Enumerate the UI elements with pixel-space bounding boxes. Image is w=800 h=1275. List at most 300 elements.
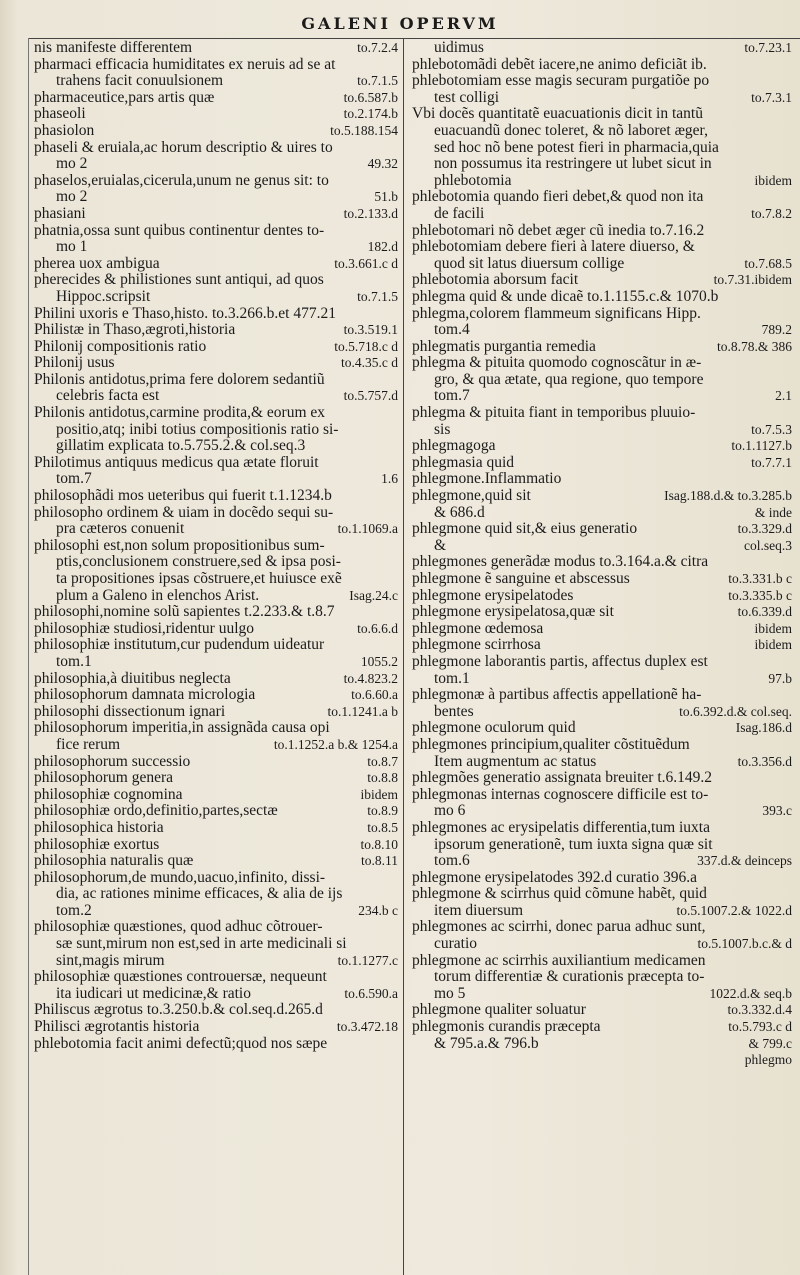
index-line: [34, 223, 398, 240]
index-line: [412, 853, 792, 870]
index-reference: Isag.188.d.& to.3.285.b: [664, 488, 792, 504]
index-line: [412, 239, 792, 256]
index-line: [412, 571, 792, 588]
index-line: [412, 870, 792, 887]
index-entry-text: philosophiæ institutum,cur pudendum uideatur: [34, 637, 325, 654]
index-reference: 1055.2: [360, 653, 398, 669]
index-reference: to.1.1252.a b.& 1254.a: [273, 736, 398, 752]
index-entry-text: philosophorum genera: [34, 770, 174, 787]
index-line: [34, 488, 398, 505]
index-reference: to.4.35.c d: [341, 355, 398, 371]
index-line: [34, 140, 398, 157]
index-entry-text: phaselos,eruialas,cicerula,unum ne genus sit: to: [34, 172, 329, 189]
index-line: [34, 306, 398, 323]
index-line: [412, 1036, 792, 1053]
index-reference: col.seq.3: [744, 537, 792, 553]
index-entry-text: phlegmones generãdæ modus to.3.164.a.& citra: [412, 554, 709, 571]
index-reference: to.7.8.2: [751, 205, 792, 221]
index-reference: to.7.7.1: [751, 454, 792, 470]
index-line: [34, 505, 398, 522]
index-line: [34, 372, 398, 389]
index-entry-text: bentes: [434, 703, 474, 720]
index-entry-text: phaseli & eruiala,ac horum descriptio & uires to: [34, 139, 333, 156]
index-entry-text: pra cæteros conuenit: [56, 521, 185, 538]
index-entry-text: philosophorum successio: [34, 753, 191, 770]
index-line: [412, 886, 792, 903]
index-entry-text: phlebotomia: [434, 172, 512, 189]
index-entry-text: phlegmones ac scirrhi, donec parua adhuc sunt,: [412, 919, 706, 936]
index-entry-text: phlegma & pituita fiant in temporibus pluuio-: [412, 405, 696, 422]
index-line: [34, 438, 398, 455]
index-entry-text: Philiscus ægrotus to.3.250.b.& col.seq.d.265.d: [34, 1002, 323, 1019]
index-column-right: [412, 40, 792, 1069]
index-line: [34, 538, 398, 555]
index-entry-text: tom.7: [56, 471, 92, 488]
index-line: [34, 820, 398, 837]
index-reference: ibidem: [754, 637, 792, 653]
index-entry-text: tom.1: [434, 670, 470, 687]
index-line: [412, 272, 792, 289]
index-entry-text: phlegmone oculorum quid: [412, 720, 576, 737]
index-entry-text: item diuersum: [434, 902, 524, 919]
index-line: [34, 388, 398, 405]
index-entry-text: fice rerum: [56, 736, 121, 753]
index-entry-text: test colligi: [434, 89, 500, 106]
index-entry-text: sis: [434, 421, 451, 438]
index-entry-text: Philonis antidotus,prima fere dolorem sedantiũ: [34, 371, 325, 388]
index-entry-text: de facili: [434, 205, 485, 222]
index-entry-text: phlegmonis curandis præcepta: [412, 1019, 601, 1036]
index-reference: 49.32: [367, 156, 398, 172]
index-entry-text: pherecides & philistiones sunt antiqui, ad quos: [34, 272, 324, 289]
index-entry-text: phatnia,ossa sunt quibus continentur dentes to-: [34, 222, 325, 239]
index-reference: to.1.1127.b: [731, 438, 792, 454]
index-line: [412, 687, 792, 704]
index-line: [34, 156, 398, 173]
index-line: [412, 156, 792, 173]
index-line: [412, 521, 792, 538]
index-entry-text: celebris facta est: [56, 388, 160, 405]
index-entry-text: Philotimus antiquus medicus qua ætate floruit: [34, 454, 319, 471]
index-entry-text: philosophãdi mos ueteribus qui fuerit t.1.1234.b: [34, 488, 332, 505]
index-entry-text: mo 6: [434, 803, 466, 820]
index-line: [412, 621, 792, 638]
index-entry-text: phlegmone erysipelatosa,quæ sit: [412, 604, 614, 621]
index-line: [34, 919, 398, 936]
index-line: [412, 1002, 792, 1019]
index-line: [412, 388, 792, 405]
index-line: [34, 272, 398, 289]
index-reference: 1.6: [381, 471, 398, 487]
index-line: [412, 754, 792, 771]
index-reference: to.3.472.18: [336, 1019, 398, 1035]
index-entry-text: philosophiæ studiosi,ridentur uulgo: [34, 620, 255, 637]
index-line: [34, 671, 398, 688]
index-line: [34, 40, 398, 57]
index-line: [412, 1052, 792, 1069]
index-entry-text: non possumus ita restringere ut lubet sicut in: [434, 156, 712, 173]
index-line: [412, 206, 792, 223]
index-entry-text: Vbi docẽs quantitatẽ euacuationis dicit in tantũ: [412, 106, 703, 123]
index-reference: 51.b: [374, 189, 398, 205]
index-entry-text: philosophi est,non solum propositionibus sum-: [34, 537, 325, 554]
index-line: [34, 604, 398, 621]
index-entry-text: mo 2: [56, 189, 88, 206]
index-line: [412, 654, 792, 671]
index-entry-text: phlegmones principium,qualiter cõstituẽdum: [412, 736, 690, 753]
index-reference: ibidem: [754, 620, 792, 636]
index-line: [34, 189, 398, 206]
index-line: [412, 936, 792, 953]
index-entry-text: phlegmone erysipelatodes 392.d curatio 396.a: [412, 869, 697, 886]
index-line: [34, 870, 398, 887]
index-line: [34, 471, 398, 488]
index-reference: to.7.68.5: [744, 255, 792, 271]
index-line: [34, 886, 398, 903]
index-entry-text: phlebotomia aborsum facit: [412, 272, 579, 289]
index-reference: to.6.587.b: [343, 89, 398, 105]
index-reference: to.6.6.d: [357, 620, 398, 636]
index-reference: to.3.356.d: [737, 753, 792, 769]
header-rule: [28, 38, 800, 39]
index-entry-text: & 795.a.& 796.b: [434, 1035, 539, 1052]
index-entry-text: tom.1: [56, 653, 92, 670]
index-entry-text: phlegmone ẽ sanguine et abscessus: [412, 571, 630, 587]
index-line: [34, 123, 398, 140]
index-line: [412, 969, 792, 986]
index-reference: 182.d: [367, 239, 398, 255]
index-reference: to.3.519.1: [343, 322, 398, 338]
index-reference: 97.b: [768, 670, 792, 686]
index-line: [34, 588, 398, 605]
index-entry-text: phlebotomãdi debẽt iacere,ne animo deficiãt ib.: [412, 56, 707, 73]
index-reference: to.3.335.b c: [728, 587, 792, 603]
index-line: [412, 720, 792, 737]
index-entry-text: Philonij usus: [34, 355, 115, 372]
index-line: [412, 355, 792, 372]
index-entry-text: Philini uxoris e Thaso,histo. to.3.266.b.et 477.21: [34, 305, 336, 322]
index-entry-text: curatio: [434, 936, 478, 953]
index-entry-text: sæ sunt,mirum non est,sed in arte medicinali si: [56, 936, 347, 953]
index-line: [34, 936, 398, 953]
index-entry-text: phaseoli: [34, 106, 86, 123]
index-reference: ibidem: [360, 786, 398, 802]
index-line: [34, 73, 398, 90]
index-entry-text: trahens facit conuulsionem: [56, 73, 224, 90]
index-reference: to.7.31.ibidem: [713, 272, 792, 288]
index-entry-text: phlegmonæ à partibus affectis appellationẽ ha-: [412, 687, 702, 704]
index-line: [34, 770, 398, 787]
index-line: [412, 787, 792, 804]
index-entry-text: phlebotomia quando fieri debet,& quod non ita: [412, 189, 704, 206]
index-line: [34, 1036, 398, 1053]
index-line: [412, 57, 792, 74]
index-reference: to.7.1.5: [357, 73, 398, 89]
index-entry-text: &: [434, 537, 447, 554]
index-entry-text: phlegmone.Inflammatio: [412, 471, 562, 488]
index-line: [412, 422, 792, 439]
index-line: [412, 372, 792, 389]
index-line: [412, 1019, 792, 1036]
index-line: [34, 853, 398, 870]
index-entry-text: tom.2: [56, 902, 92, 919]
index-entry-text: mo 1: [56, 239, 88, 256]
index-entry-text: philosophiæ ordo,definitio,partes,sectæ: [34, 803, 278, 820]
index-reference: to.5.757.d: [343, 388, 398, 404]
index-entry-text: Philonij compositionis ratio: [34, 338, 207, 355]
index-reference: 393.c: [762, 803, 792, 819]
left-margin-rule: [28, 38, 29, 1275]
index-line: [412, 140, 792, 157]
index-line: [412, 505, 792, 522]
index-line: [34, 803, 398, 820]
index-line: [412, 405, 792, 422]
index-entry-text: torum differentiæ & curationis præcepta to-: [434, 969, 705, 986]
index-line: [412, 189, 792, 206]
index-entry-text: phlegmone œdemosa: [412, 620, 544, 637]
index-line: [412, 306, 792, 323]
index-entry-text: phlegmone,quid sit: [412, 488, 531, 505]
index-entry-text: phlebotomari nõ debet æger cũ inedia to.7.16.2: [412, 222, 705, 239]
index-line: [34, 754, 398, 771]
index-entry-text: nis manifeste differentem: [34, 40, 193, 56]
index-reference: Isag.186.d: [735, 720, 792, 736]
index-entry-text: phasiolon: [34, 122, 95, 139]
index-reference: to.7.3.1: [751, 89, 792, 105]
index-line: [412, 919, 792, 936]
index-entry-text: phlebotomiam debere fieri à latere diuerso, &: [412, 239, 695, 256]
index-entry-text: phlebotomia facit animi defectũ;quod nos sæpe: [34, 1035, 328, 1052]
index-entry-text: philosophorum damnata micrologia: [34, 687, 256, 704]
index-line: [34, 455, 398, 472]
index-entry-text: phlegma & pituita quomodo cognoscãtur in æ-: [412, 355, 702, 372]
index-reference: to.2.174.b: [343, 106, 398, 122]
index-entry-text: philosophiæ quæstiones controuersæ, nequeunt: [34, 969, 327, 986]
index-line: [34, 654, 398, 671]
index-line: [412, 256, 792, 273]
index-line: [412, 837, 792, 854]
index-entry-text: pherea uox ambigua: [34, 255, 160, 272]
index-entry-text: philosophiæ quæstiones, quod adhuc cõtrouer-: [34, 919, 323, 936]
index-line: [412, 588, 792, 605]
index-reference: to.5.793.c d: [728, 1019, 792, 1035]
index-line: [412, 438, 792, 455]
index-entry-text: pharmaceutice,pars artis quæ: [34, 89, 215, 106]
index-reference: to.7.23.1: [744, 40, 792, 55]
index-entry-text: ptis,conclusionem construere,sed & ipsa posi-: [56, 554, 341, 571]
index-line: [34, 289, 398, 306]
index-line: [34, 903, 398, 920]
index-line: [34, 737, 398, 754]
index-line: [34, 173, 398, 190]
index-entry-text: plum a Galeno in elenchos Arist.: [56, 587, 260, 604]
index-reference: & inde: [754, 504, 792, 520]
index-reference: to.7.2.4: [357, 40, 398, 55]
index-line: [34, 256, 398, 273]
index-entry-text: phlegmagoga: [412, 438, 496, 455]
index-entry-text: & 686.d: [434, 504, 485, 521]
index-entry-text: tom.7: [434, 388, 470, 405]
index-reference: to.6.339.d: [737, 604, 792, 620]
index-reference: to.8.8: [367, 770, 398, 786]
index-reference: to.3.661.c d: [334, 255, 398, 271]
index-entry-text: philosophorum imperitia,in assignãda causa opi: [34, 720, 330, 737]
index-line: [412, 637, 792, 654]
index-line: [412, 488, 792, 505]
index-line: [412, 289, 792, 306]
index-entry-text: sint,magis mirum: [56, 952, 165, 969]
index-entry-text: quod sit latus diuersum collige: [434, 255, 625, 272]
index-entry-text: mo 5: [434, 985, 466, 1002]
index-entry-text: phlegmatis purgantia remedia: [412, 338, 596, 355]
index-line: [412, 339, 792, 356]
index-entry-text: Philonis antidotus,carmine prodita,& eorum ex: [34, 405, 326, 422]
index-line: [34, 1019, 398, 1036]
index-line: [34, 621, 398, 638]
index-entry-text: philosophi,nomine solũ sapientes t.2.233.& t.8.7: [34, 604, 335, 621]
index-line: [34, 637, 398, 654]
index-line: [412, 820, 792, 837]
index-line: [34, 106, 398, 123]
index-entry-text: gro, & qua ætate, qua regione, quo tempore: [434, 371, 704, 388]
index-line: [412, 704, 792, 721]
index-line: [412, 106, 792, 123]
index-reference: to.5.718.c d: [334, 338, 398, 354]
index-reference: to.8.10: [360, 836, 398, 852]
index-line: [34, 422, 398, 439]
index-reference: phlegmo: [744, 1052, 792, 1068]
index-entry-text: philosophia naturalis quæ: [34, 853, 194, 870]
running-header: GALENI OPERVM: [301, 14, 499, 33]
index-entry-text: positio,atq; inibi totius compositionis ratio si-: [56, 421, 339, 438]
index-entry-text: Philistæ in Thaso,ægroti,historia: [34, 322, 236, 339]
index-reference: to.8.9: [367, 803, 398, 819]
index-entry-text: phlegmones ac erysipelatis differentia,tum iuxta: [412, 819, 710, 836]
index-entry-text: philosophorum,de mundo,uacuo,infinito, dissi-: [34, 869, 326, 886]
index-entry-text: philosophiæ cognomina: [34, 786, 183, 803]
index-entry-text: pharmaci efficacia humiditates ex neruis ad se at: [34, 56, 336, 73]
index-reference: to.8.7: [367, 753, 398, 769]
index-reference: to.1.1277.c: [337, 952, 398, 968]
index-entry-text: uidimus: [434, 40, 484, 56]
index-entry-text: ipsorum generationẽ, tum iuxta signa quæ sit: [434, 836, 713, 853]
index-line: [34, 837, 398, 854]
index-reference: to.5.188.154: [330, 122, 398, 138]
index-entry-text: phasiani: [34, 205, 86, 222]
index-entry-text: Philisci ægrotantis historia: [34, 1019, 200, 1036]
index-line: [34, 720, 398, 737]
index-line: [34, 969, 398, 986]
index-reference: to.8.78.& 386: [716, 338, 792, 354]
index-entry-text: phlegmões generatio assignata breuiter t.6.149.2: [412, 770, 713, 787]
index-reference: to.6.60.a: [351, 687, 398, 703]
index-entry-text: phlegmone scirrhosa: [412, 637, 541, 654]
index-entry-text: ta propositiones ipsas cõstruere,et huiusce exẽ: [56, 571, 342, 587]
index-reference: to.8.11: [361, 853, 398, 869]
index-entry-text: mo 2: [56, 156, 88, 173]
index-entry-text: philosopho ordinem & uiam in docẽdo sequi su-: [34, 504, 334, 521]
index-entry-text: gillatim explicata to.5.755.2.& col.seq.3: [56, 438, 306, 455]
index-entry-text: phlegmone laborantis partis, affectus duplex est: [412, 653, 708, 670]
index-reference: 337.d.& deinceps: [697, 853, 792, 869]
index-reference: to.3.331.b c: [728, 571, 792, 586]
index-entry-text: euacuandũ donec toleret, & nõ laboret æger,: [434, 122, 708, 139]
index-entry-text: phlegmone quid sit,& eius generatio: [412, 521, 638, 538]
index-line: [412, 455, 792, 472]
index-reference: 2.1: [775, 388, 792, 404]
index-entry-text: phlegma,colorem flammeum significans Hipp.: [412, 305, 701, 322]
index-reference: to.6.590.a: [344, 985, 398, 1001]
index-entry-text: phlebotomiam esse magis securam purgatiõe po: [412, 73, 710, 90]
index-entry-text: philosophica historia: [34, 819, 164, 836]
index-line: [34, 322, 398, 339]
index-line: [34, 355, 398, 372]
index-entry-text: phlegmone qualiter soluatur: [412, 1002, 586, 1019]
index-line: [34, 704, 398, 721]
index-line: [412, 123, 792, 140]
index-line: [34, 339, 398, 356]
index-column-left: [34, 40, 398, 1052]
index-entry-text: Hippoc.scripsit: [56, 288, 151, 305]
index-entry-text: tom.4: [434, 322, 470, 339]
index-reference: to.3.332.d.4: [727, 1002, 792, 1018]
index-line: [412, 90, 792, 107]
index-entry-text: phlegmone & scirrhus quid cõmune habẽt, quid: [412, 886, 707, 903]
index-reference: Isag.24.c: [349, 587, 398, 603]
index-line: [412, 322, 792, 339]
index-line: [412, 73, 792, 90]
index-line: [34, 953, 398, 970]
index-line: [34, 521, 398, 538]
index-entry-text: philosophi dissectionum ignari: [34, 703, 226, 720]
index-entry-text: philosophia,à diuitibus neglecta: [34, 670, 231, 687]
index-line: [34, 986, 398, 1003]
index-reference: 234.b c: [358, 902, 398, 918]
index-line: [34, 239, 398, 256]
index-reference: ibidem: [754, 172, 792, 188]
index-entry-text: phlegmasia quid: [412, 454, 515, 471]
index-line: [412, 986, 792, 1003]
index-entry-text: dia, ac rationes minime efficaces, & alia de ijs: [56, 886, 343, 903]
index-line: [412, 554, 792, 571]
index-reference: to.3.329.d: [737, 521, 792, 537]
index-reference: to.7.1.5: [357, 288, 398, 304]
index-reference: to.1.1069.a: [337, 521, 398, 537]
index-line: [412, 903, 792, 920]
index-entry-text: phlegmone ac scirrhis auxiliantium medicamen: [412, 952, 706, 969]
index-line: [412, 953, 792, 970]
index-line: [412, 223, 792, 240]
index-reference: & 799.c: [748, 1035, 792, 1051]
index-line: [34, 571, 398, 588]
index-line: [34, 687, 398, 704]
column-divider: [403, 38, 404, 1275]
index-line: [412, 770, 792, 787]
index-line: [412, 803, 792, 820]
index-entry-text: philosophiæ exortus: [34, 836, 160, 853]
index-entry-text: Item augmentum ac status: [434, 753, 597, 770]
index-reference: 1022.d.& seq.b: [709, 985, 792, 1001]
index-line: [34, 1002, 398, 1019]
index-reference: to.5.1007.2.& 1022.d: [676, 902, 792, 918]
index-line: [34, 787, 398, 804]
index-entry-text: sed hoc nõ bene potest fieri in pharmacia,quia: [434, 139, 719, 156]
index-reference: to.2.133.d: [343, 205, 398, 221]
index-line: [34, 90, 398, 107]
index-line: [412, 604, 792, 621]
index-reference: to.6.392.d.& col.seq.: [679, 703, 792, 719]
index-line: [34, 206, 398, 223]
